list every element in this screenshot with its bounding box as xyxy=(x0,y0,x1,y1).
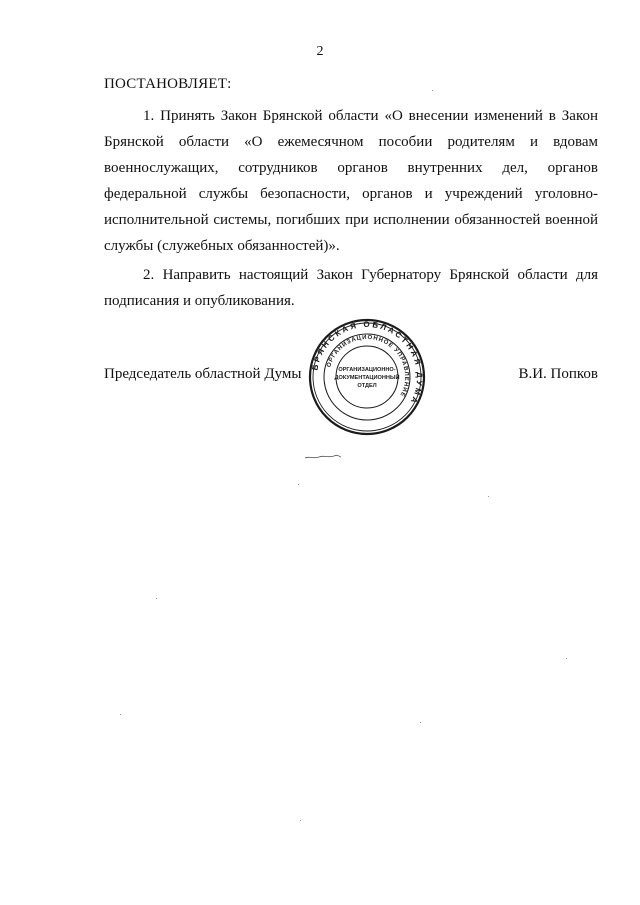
stamp-outer-text: БРЯНСКАЯ ОБЛАСТНАЯ ДУМА xyxy=(310,319,425,407)
scan-speck xyxy=(432,90,433,91)
paragraph-2: 2. Направить настоящий Закон Губернатору Брянской области для подписания и опубликования. xyxy=(104,267,598,309)
scan-speck xyxy=(298,484,299,485)
stamp-center-line-3: ОТДЕЛ xyxy=(357,383,377,389)
stamp-middle-text: ОРГАНИЗАЦИОННОЕ УПРАВЛЕНИЕ xyxy=(326,334,410,398)
resolution-heading: ПОСТАНОВЛЯЕТ: xyxy=(104,76,232,92)
scan-speck xyxy=(156,598,157,599)
page-number: 2 xyxy=(316,44,324,59)
scan-speck xyxy=(420,722,421,723)
stamp-center-line-2: ДОКУМЕНТАЦИОННЫЙ xyxy=(334,375,400,381)
scan-speck xyxy=(488,496,489,497)
scan-speck xyxy=(120,714,121,715)
ink-scribble xyxy=(304,454,342,460)
official-stamp xyxy=(296,318,438,436)
signature-name: В.И. Попков xyxy=(518,366,598,382)
scan-speck xyxy=(300,820,301,821)
scan-speck xyxy=(566,658,567,659)
stamp-center-line-1: ОРГАНИЗАЦИОННО- xyxy=(338,367,396,373)
signature-title: Председатель областной Думы xyxy=(104,366,302,382)
paragraph-1: 1. Принять Закон Брянской области «О внесении изменений в Закон Брянской области «О ежемесячном пособии родителям и вдовам военнослужащих, сотрудников органов внутренних дел, органов федеральной службы безопасности, органов и учреждений уголовно-исполнительной системы, погибших при исполнении обязанностей военной службы (служебных обязанностей)». xyxy=(104,108,598,254)
